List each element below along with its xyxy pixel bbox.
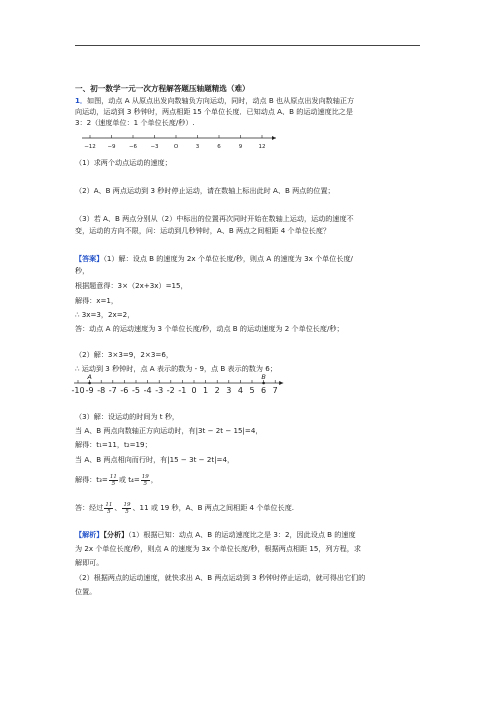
question-line-1: 1．如图，动点 A 从原点出发向数轴负方向运动，同时，动点 B 也从原点出发向数轴正方: [75, 96, 355, 105]
tick-label: 3: [195, 144, 200, 150]
answer-line-12: 当 A、B 两点相向而行时，有|15 − 3t − 2t|=4，: [75, 455, 235, 464]
question-number: 1．: [75, 96, 88, 105]
section-heading: 一、初一数学一元一次方程解答题压轴题精选（难）: [75, 84, 250, 93]
analysis-line-4: （2）根据两点的运动速度，就快求出 A、B 两点运动到 3 秒钟时停止运动，就可得出它们的: [75, 573, 366, 582]
tick-label: 2: [214, 386, 220, 395]
answer-line-2: 秒，: [75, 266, 90, 275]
fraction-19-5: $\frac{19}{5}$: [141, 473, 149, 487]
tick-label: 1: [203, 386, 209, 395]
tick-label: O: [173, 144, 179, 150]
tick-label: 9: [238, 144, 243, 150]
number-line-question: [82, 130, 272, 156]
answer-line-1: 【答案】（1）解：设点 B 的速度为 2x 个单位长度/秒，则点 A 的速度为 3x 个单位长度/: [75, 254, 353, 263]
tick-label: −3: [150, 144, 159, 150]
tick-label: 6: [217, 144, 221, 150]
answer-line-7: （2）解：3×3=9，2×3=6，: [75, 350, 173, 359]
tick-label: -10: [71, 386, 85, 395]
tick-label: −9: [107, 144, 116, 150]
axis-arrow: [279, 381, 283, 385]
tick-label: −6: [128, 144, 138, 150]
analysis-line-3: 解即可。: [75, 558, 104, 567]
tick-label: -9: [85, 386, 94, 395]
tick-label: -8: [97, 386, 106, 395]
analysis-line-2: 为 2x 个单位长度/秒，则点 A 的速度为 3x 个单位长度/秒，根据两点相距 15，列方程，求: [75, 544, 361, 553]
tick-label: 7: [272, 386, 278, 395]
question-line-2: 向运动，运动到 3 秒钟时，两点相距 15 个单位长度．已知动点 A、B 的运动速度比之是: [75, 107, 353, 116]
answer-line-14: 答：经过 $\frac{11}{5}$ 、 $\frac{19}{5}$ 、11 或 19 秒，A、B 两点之间相距 4 个单位长度.: [75, 501, 295, 515]
answer-line-10: 当 A、B 两点向数轴正方向运动时，有|3t − 2t − 15|=4，: [75, 426, 263, 435]
question-part-1: （1）求两个动点运动的速度；: [75, 158, 172, 167]
analysis-tag: 【解析】: [75, 530, 104, 539]
tick-label: 6: [261, 386, 267, 395]
fraction-11-5: $\frac{11}{5}$: [109, 473, 117, 487]
tick-label: 12: [258, 144, 266, 150]
question-part-3-line-1: （3）若 A、B 两点分别从（2）中标出的位置再次同时开始在数轴上运动，运动的速度不: [75, 214, 354, 223]
fraction-11-5-b: $\frac{11}{5}$: [105, 501, 113, 515]
answer-line-3: 根据题意得：3×（2x+3x）=15，: [75, 281, 188, 290]
answer-line-11: 解得：t₁=11，t₂=19；: [75, 440, 152, 449]
tick-label: -5: [132, 386, 140, 395]
question-part-3-line-2: 变，运动的方向不限，问：运动到几秒钟时，A、B 两点之间相距 4 个单位长度？: [75, 226, 331, 235]
answer-line-13: 解得：t₃= $\frac{11}{5}$ 或 t₄= $\frac{19}{5}$ ，: [75, 473, 158, 487]
tick-label: 5: [249, 386, 255, 395]
analysis-line-5: 位置。: [75, 587, 97, 596]
tick-label: -3: [155, 386, 164, 395]
analysis-subtag: 【分析】: [103, 530, 129, 539]
tick-label: 0: [191, 386, 197, 395]
answer-line-6: 答：动点 A 的运动速度为 3 个单位长度/秒，动点 B 的运动速度为 2 个单位长度/秒；: [75, 324, 344, 333]
header-rule: [75, 45, 420, 46]
tick-label: -7: [108, 386, 117, 395]
answer-line-5: ∴ 3x=3，2x=2，: [75, 310, 135, 319]
question-line-3: 3：2（速度单位：1 个单位长度/秒）.: [75, 118, 195, 127]
tick-label: 3: [226, 386, 232, 395]
answer-line-9: （3）解：设运动的时间为 t 秒，: [75, 412, 180, 421]
number-line-answer: [71, 373, 290, 399]
tick-label: −12: [84, 144, 96, 150]
answer-line-8: ∴ 运动到 3 秒钟时，点 A 表示的数为 - 9，点 B 表示的数为 6；: [75, 364, 277, 373]
answer-line-4: 解得：x=1，: [75, 296, 119, 305]
tick-label: -2: [166, 386, 175, 395]
axis-arrow: [272, 136, 276, 140]
question-part-2: （2）A、B 两点运动到 3 秒时停止运动，请在数轴上标出此时 A、B 两点的位置；: [75, 186, 335, 195]
point-a-dot: [88, 382, 91, 385]
tick-label: -6: [120, 386, 129, 395]
tick-label: -4: [143, 386, 152, 395]
point-b-dot: [262, 382, 265, 385]
tick-label: 4: [237, 386, 243, 395]
tick-label: -1: [178, 386, 187, 395]
analysis-line-1: 【解析】【分析】（1）根据已知：动点 A、B 的运动速度比之是 3：2，因此设点 B 的速度: [75, 530, 356, 539]
fraction-19-5-b: $\frac{19}{5}$: [123, 501, 131, 515]
answer-tag: 【答案】: [75, 254, 104, 263]
point-a-label: A: [87, 373, 92, 381]
point-b-label: B: [261, 373, 266, 381]
